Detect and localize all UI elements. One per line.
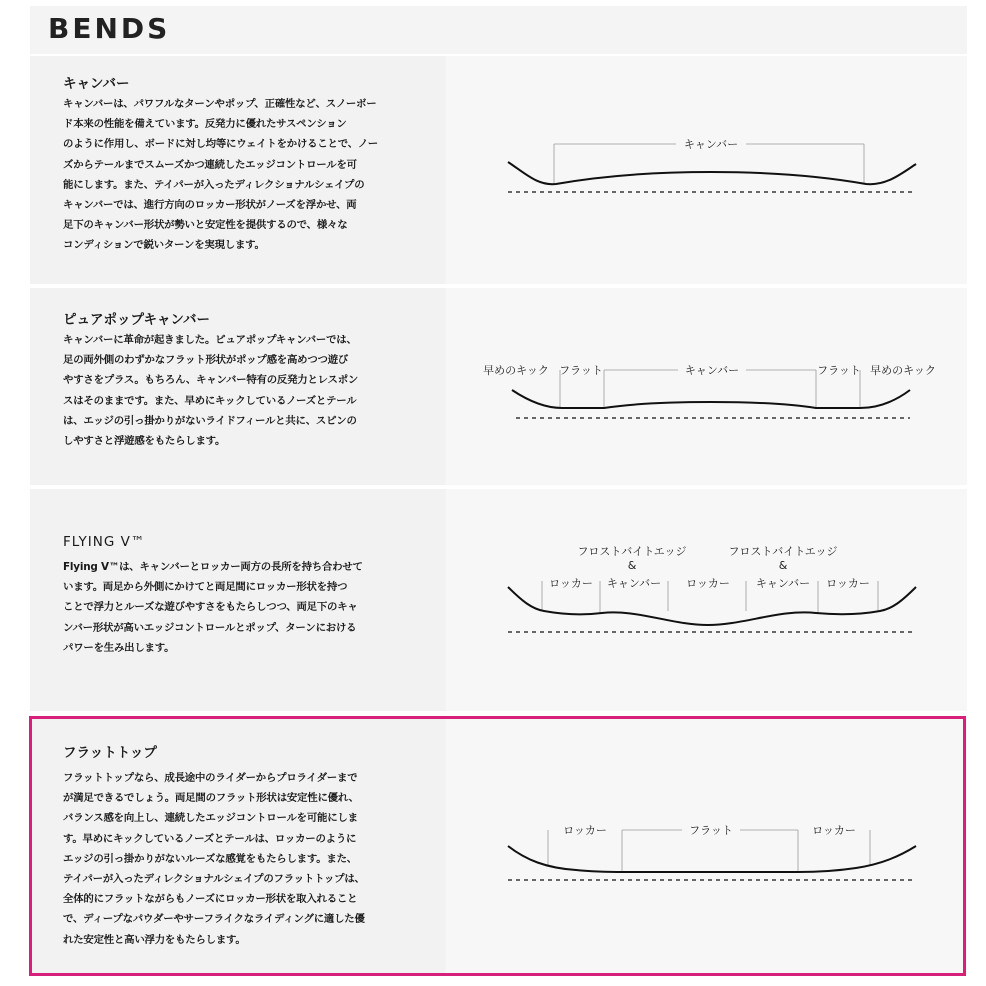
flattop-body: [63, 768, 413, 950]
body-line: ンバー形状が高いエッジコントロールとポップ、ターンにおける: [63, 621, 357, 634]
purepop-body: [63, 330, 413, 451]
body-line: います。両足から外側にかけてと両足間にロッカー形状を持つ: [63, 581, 348, 594]
body-line: ド本来の性能を備えています。反発力に優れたサスペンション: [63, 118, 347, 131]
camber-text-column: [30, 56, 445, 284]
section-flyingv: [30, 489, 967, 711]
flyingv-diagram: [446, 489, 967, 711]
body-line: 全体的にフラットながらもノーズにロッカー形状を取入れること: [63, 893, 358, 906]
label-camber-right: キャンバー: [755, 577, 811, 590]
section-flattop: [30, 716, 967, 976]
label-flat-left: フラット: [559, 364, 603, 377]
board-profile: [508, 162, 916, 184]
body-line: テイパーが入ったディレクショナルシェイプのフラットトップは、: [63, 873, 365, 886]
body-line: キャンバーでは、進行方向のロッカー形状がノーズを浮かせ、両: [63, 199, 357, 212]
label-frostbite-edge-left: フロストバイトエッジ: [577, 545, 687, 558]
body-line: 能にします。また、テイパーが入ったディレクショナルシェイプの: [63, 178, 365, 191]
flattop-diagram-column: [446, 716, 967, 976]
body-line: が満足できるでしょう。両足間のフラット形状は安定性に優れ、: [63, 792, 359, 805]
label-flat: フラット: [689, 824, 733, 837]
body-line: キャンバーは、パワフルなターンやポップ、正確性など、スノーボー: [63, 98, 377, 110]
body-line: パワーを生み出します。: [63, 641, 175, 654]
flyingv-title: FLYING V™: [63, 534, 146, 550]
label-rocker-left: ロッカー: [549, 577, 593, 590]
board-profile: [512, 390, 910, 408]
label-ampersand-right: &: [778, 559, 788, 572]
body-line: ことで浮力とルーズな遊びやすさをもたらしつつ、両足下のキャ: [63, 601, 358, 614]
flyingv-diagram-column: [446, 489, 967, 711]
bends-header: [30, 6, 967, 54]
body-line: コンディションで鋭いターンを実現します。: [63, 239, 265, 252]
page-title: BENDS: [48, 12, 171, 45]
label-rocker-right: ロッカー: [826, 577, 870, 590]
label-flat-right: フラット: [817, 364, 861, 377]
camber-body: [63, 94, 413, 256]
section-purepop: [30, 288, 967, 485]
purepop-title: ピュアポップキャンバー: [63, 312, 211, 328]
label-camber: キャンバー: [683, 138, 739, 151]
purepop-text-column: [30, 288, 445, 485]
flyingv-body: [63, 557, 413, 658]
camber-diagram: [446, 56, 967, 284]
body-line: で、ディープなパウダーやサーフライクなライディングに適した優: [63, 913, 365, 926]
body-line: エッジの引っ掛かりがないルーズな感覚をもたらします。また、: [63, 852, 357, 865]
label-frostbite-edge-right: フロストバイトエッジ: [728, 545, 838, 558]
label-early-kick-left: 早めのキック: [483, 364, 549, 377]
label-early-kick-right: 早めのキック: [870, 364, 936, 377]
body-line: フラットトップなら、成長途中のライダーからプロライダーまで: [63, 772, 358, 784]
body-line: のように作用し、ボードに対し均等にウェイトをかけることで、ノー: [63, 138, 378, 151]
board-profile: [508, 846, 916, 872]
body-line: れた安定性と高い浮力をもたらします。: [63, 933, 246, 946]
body-line: スはそのままです。また、早めにキックしているノーズとテール: [63, 394, 357, 407]
label-ampersand-left: &: [627, 559, 637, 572]
label-rocker-right: ロッカー: [812, 824, 856, 837]
purepop-diagram: [446, 288, 967, 485]
purepop-diagram-column: [446, 288, 967, 485]
camber-title: キャンバー: [63, 76, 130, 92]
body-line: す。早めにキックしているノーズとテールは、ロッカーのように: [63, 832, 357, 845]
board-profile: [508, 587, 916, 625]
flattop-text-column: [30, 716, 445, 976]
body-line: バランス感を向上し、連続したエッジコントロールを可能にしま: [63, 812, 358, 825]
body-line: Flying V™は、キャンバーとロッカー両方の長所を持ち合わせて: [63, 561, 363, 573]
body-line: キャンバーに革命が起きました。ピュアポップキャンバーでは、: [63, 334, 357, 346]
body-line: は、エッジの引っ掛かりがないライドフィールと共に、スピンの: [63, 414, 357, 427]
label-rocker-left: ロッカー: [563, 824, 607, 837]
section-camber: [30, 56, 967, 284]
body-line: 足の両外側のわずかなフラット形状がポップ感を高めつつ遊び: [63, 354, 349, 367]
label-camber-left: キャンバー: [606, 577, 662, 590]
body-line: やすさをプラス。もちろん、キャンバー特有の反発力とレスポン: [63, 374, 359, 387]
camber-diagram-column: [446, 56, 967, 284]
label-camber: キャンバー: [684, 364, 740, 377]
body-line: ズからテールまでスムーズかつ連続したエッジコントロールを可: [63, 158, 357, 171]
flattop-title: フラットトップ: [63, 745, 157, 761]
body-line: 足下のキャンバー形状が勢いと安定性を提供するので、様々な: [63, 219, 348, 232]
flattop-diagram: [446, 716, 967, 976]
label-rocker-center: ロッカー: [686, 577, 730, 590]
body-line: しやすさと浮遊感をもたらします。: [63, 435, 226, 448]
flyingv-text-column: [30, 489, 445, 711]
